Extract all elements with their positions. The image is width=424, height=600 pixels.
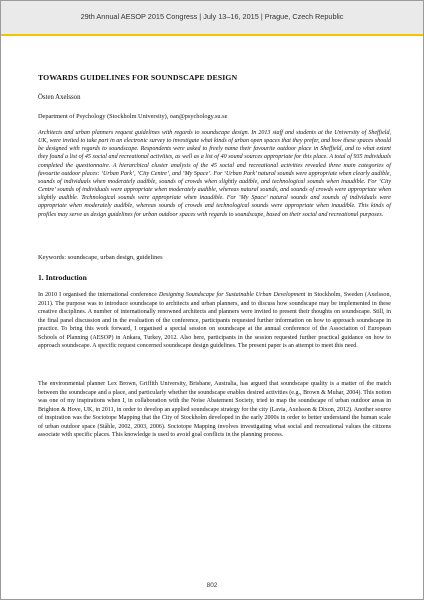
- keywords-line: Keywords: soundscape, urban design, guidelines: [38, 254, 163, 261]
- conference-header-text: 29th Annual AESOP 2015 Congress | July 13–16, 2015 | Prague, Czech Republic: [80, 12, 344, 21]
- conference-header-bar: [1, 1, 423, 36]
- intro-paragraph-2: The environmental planner Lex Brown, Griffith University, Brisbane, Australia, has argued that soundscape quality is a matter of the match between the soundscape and a place, and particularly whether the soundscape enables desired activities (e.g., Brown & Muhar, 2004). This notion was one of my inspirations when I, in collaboration with the Noise Abatement Society, tried to map the soundscape of urban outdoor areas in Brighton & Hove, UK, in 2011, in order to develop an applied soundscape strategy for the city (Lavia, Axelsson & Dixon, 2012). Another source of inspiration was the Sociotope Mapping that the City of Stockholm developed in the early 2000s in order to better understand the human scale of urban outdoor space (Ståhle, 2002, 2003, 2006). Sociotope Mapping involves investigating what social and recreational values the citizens associate with specific places. This knowledge is used to avoid goal conflicts in the planning process.: [38, 381, 391, 438]
- intro-paragraph-1-part-a: In 2010 I organised the international conference: [38, 292, 159, 298]
- conference-title-italic: Designing Soundscape for Sustainable Urban Development: [158, 292, 306, 298]
- paper-author: Östen Axelsson: [38, 94, 81, 101]
- section-heading-introduction: 1. Introduction: [38, 273, 87, 282]
- paper-title: TOWARDS GUIDELINES FOR SOUNDSCAPE DESIGN: [38, 73, 238, 82]
- intro-paragraph-1-part-b: in Stockholm, Sweden (Axelsson, 2011). The purpose was to introduce soundscape to architects and urban planners, and to discuss how soundscape may be implemented in these creative disciplines. A number of internationally renowned architects and planners were invited to present their thoughts on soundscape. Still, in the final panel discussion and in the evaluation of the conference, participants requested further information on how to approach soundscape in practice. To bring this work forward, I organised a special session on soundscape at the annual conference of the Association of European Schools of Planning (AESOP) in Ankara, Turkey, 2012. Also here, participants in the session requested further practical guidance on how to approach soundscape. A specific request concerned soundscape design guidelines. The present paper is an attempt to meet this need.: [38, 292, 391, 349]
- abstract-text: Architects and urban planners request guidelines with regards to soundscape design. In 2013 staff and students at the University of Sheffield, UK, were invited to take part in an electronic survey to investigate what kinds of urban open spaces that they prefer, and how these spaces should be designed with regards to soundscape. Respondents were asked to freely name their favourite outdoor place in Sheffield, and to what extent they found a list of 45 social and recreational activities, as well as a list of 40 sound sources appropriate for this place. A total of 935 individuals completed the questionnaire. A hierarchical cluster analysis of the 45 social and recreational activities revealed three main categories of favourite outdoor places: ‘Urban Park’, ‘City Centre’, and ‘My Space’. For ‘Urban Park’ natural sounds were appropriate when clearly audible, sounds of individuals when moderately audible, sounds of crowds when slightly audible, and technological sounds when inaudible. For ‘City Centre’ sounds of individuals were appropriate when moderately audible, whereas natural sounds, and sounds of crowds were appropriate when slightly audible. Technological sounds were appropriate when inaudible. For ‘My Space’ natural sounds and sounds of individuals were appropriate when moderately audible, whereas sounds of crowds and technological sounds were appropriate when inaudible. This kinds of profiles may serve as design guidelines for urban outdoor spaces with regards to soundscape, based on their social and recreational purposes.: [38, 130, 391, 218]
- page-number: 802: [206, 582, 218, 589]
- intro-paragraph-1: [38, 291, 391, 351]
- author-affiliation: Department of Psychology (Stockholm University), oan@psychology.su.se: [38, 113, 228, 120]
